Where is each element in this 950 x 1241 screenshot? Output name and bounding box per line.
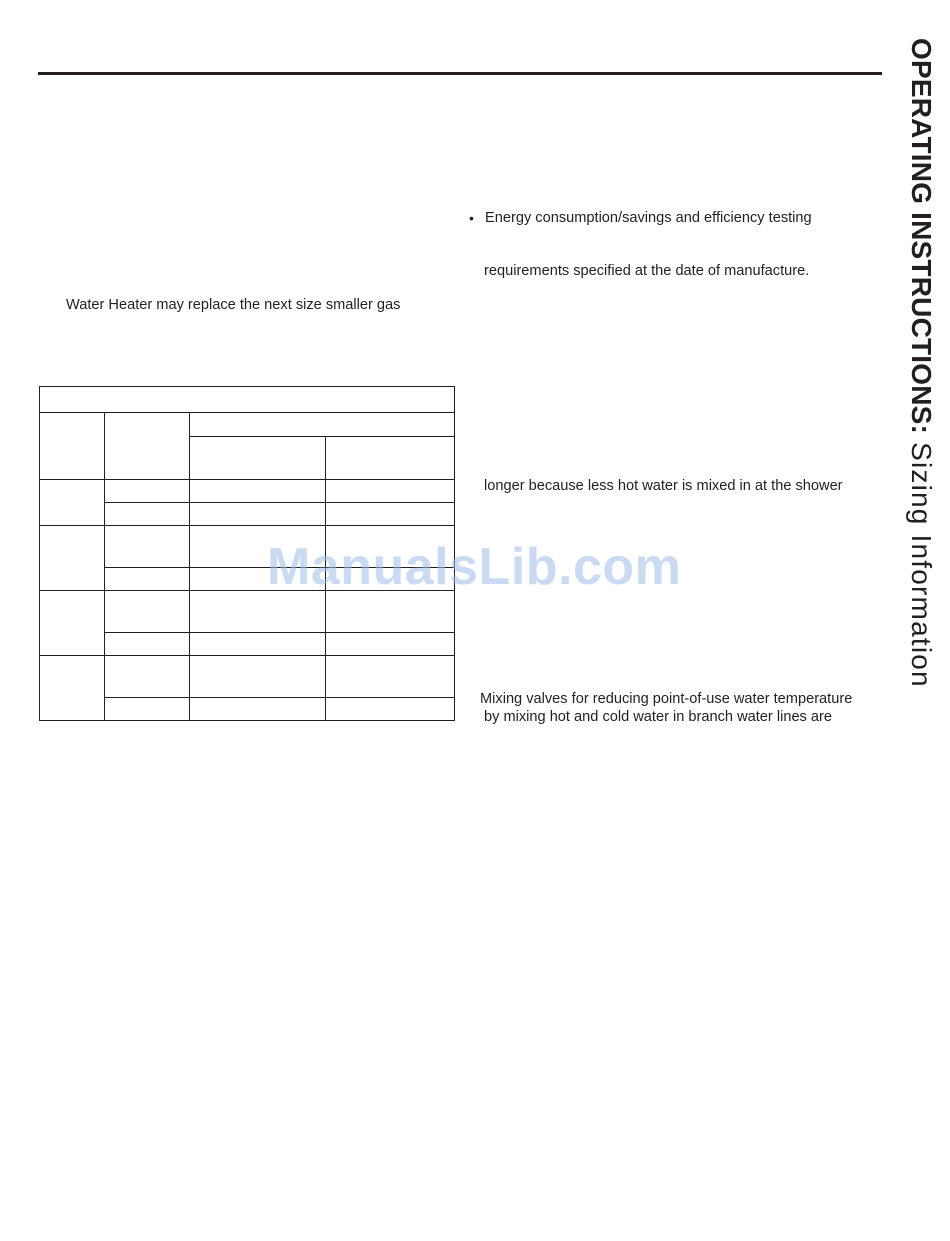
table-cell (40, 526, 105, 591)
table-cell (105, 480, 190, 503)
table-cell (40, 591, 105, 656)
table-cell (105, 503, 190, 526)
table-cell (105, 526, 190, 568)
table-cell (326, 437, 455, 480)
table-cell (105, 413, 190, 480)
table-row (40, 387, 455, 413)
water-heater-text: Water Heater may replace the next size smaller gas (66, 297, 401, 313)
table-cell (190, 480, 326, 503)
table-cell (40, 480, 105, 526)
energy-text-line-2: requirements specified at the date of manufacture. (484, 263, 810, 279)
section-title (906, 38, 936, 798)
watermark: ManualsLib.com (267, 538, 682, 596)
table-cell (40, 387, 455, 413)
table-cell (326, 480, 455, 503)
table-row (40, 656, 455, 698)
table-cell (190, 437, 326, 480)
table-row (40, 413, 455, 437)
mixing-text-line-1: Mixing valves for reducing point-of-use water temperature (480, 691, 853, 707)
mixing-text-line-2: by mixing hot and cold water in branch water lines are (484, 709, 832, 725)
top-rule (38, 72, 882, 75)
table-cell (326, 503, 455, 526)
table-row (40, 480, 455, 503)
table-cell (190, 633, 326, 656)
table-cell (105, 656, 190, 698)
section-title-light: Sizing Information (906, 442, 937, 688)
bullet-marker: • (469, 210, 474, 226)
table-cell (105, 591, 190, 633)
table-cell (105, 698, 190, 721)
table-cell (105, 633, 190, 656)
table-cell (190, 656, 326, 698)
energy-text-line-1: Energy consumption/savings and efficiency testing (485, 210, 812, 226)
shower-text: longer because less hot water is mixed in at the shower (484, 478, 843, 494)
table-cell (190, 698, 326, 721)
table-cell (326, 656, 455, 698)
table-cell (105, 568, 190, 591)
table-cell (190, 503, 326, 526)
table-cell (190, 413, 455, 437)
table-cell (326, 698, 455, 721)
table-cell (326, 633, 455, 656)
table-cell (40, 656, 105, 721)
table-cell (40, 413, 105, 480)
section-title-bold: OPERATING INSTRUCTIONS: (906, 38, 937, 435)
